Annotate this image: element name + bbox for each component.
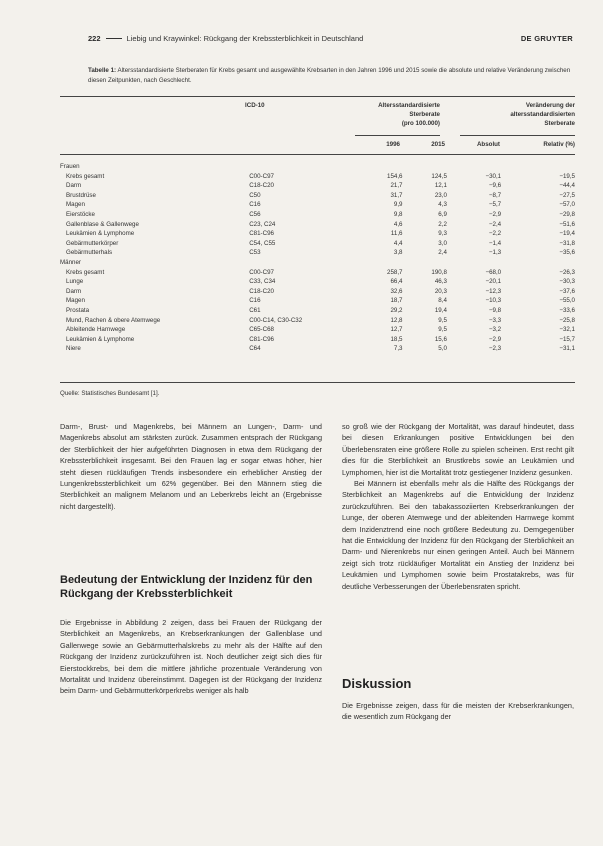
cell-icd: C18-C20 — [249, 287, 274, 295]
cell-2015: 190,8 — [431, 268, 447, 276]
cell-2015 — [402, 258, 446, 268]
cell-label: Brustdrüse — [66, 191, 96, 199]
cell-relative: −26,3 — [559, 268, 575, 276]
left-column-para-1 — [60, 421, 322, 512]
header-relative: Relativ (%) — [543, 141, 575, 148]
cell-2015: 9,5 — [438, 316, 447, 324]
header-rate-line1: Altersstandardisierte — [378, 102, 440, 109]
table-row — [60, 172, 575, 182]
paragraph: Bei Männern ist ebenfalls mehr als die Hälfte des Rückgangs der Sterblichkeit an Magenkrebs auf die Entwicklung der Inzidenz zurückzuführen. Bei den tabakassoziierten Krebserkrankungen der Lunge, der oberen Atemwege und der ableitenden Harnwege kommt dem Inzidenztrend eine noch größere Bedeutung zu. Demgegenüber hat die Entwicklung der Inzidenz für den Rückgang der Sterblichkeit an Darm- und Nierenkrebs nur einen geringen Anteil. Auch bei Männern zeigt sich trotz rückläufiger Mortalität ein Anstieg der Inzidenz bei Leukämien und Lymphomen sowie beim Prostatakrebs, was für deutliche Verbesserungen der Überlebensraten spricht. — [342, 479, 574, 591]
header-icd: ICD-10 — [245, 102, 265, 109]
cell-1996: 154,6 — [387, 172, 403, 180]
cell-icd: C56 — [249, 210, 261, 218]
cell-label: Gallenblase & Gallenwege — [66, 220, 139, 228]
cell-1996: 12,7 — [390, 326, 403, 334]
table-row — [60, 181, 575, 191]
table-caption — [88, 66, 574, 86]
cell-absolute: −9,8 — [488, 306, 502, 314]
table-row — [60, 200, 575, 210]
cell-absolute: −1,4 — [488, 239, 502, 247]
cell-label: Eierstöcke — [66, 210, 95, 218]
header-change-line3: Sterberate — [544, 120, 575, 127]
cell-relative: −19,4 — [559, 230, 575, 238]
cell-relative — [501, 258, 575, 268]
section-heading-text: Bedeutung der Entwicklung der Inzidenz für den Rückgang der Krebssterblichkeit — [60, 574, 313, 600]
cell-1996: 31,7 — [390, 191, 403, 199]
table-row — [60, 210, 575, 220]
cell-absolute: −1,3 — [488, 249, 502, 257]
cell-2015: 6,9 — [438, 210, 447, 218]
cell-1996: 258,7 — [387, 268, 403, 276]
cell-relative: −57,0 — [559, 201, 575, 209]
cell-icd — [249, 162, 368, 172]
cell-absolute: −2,9 — [488, 210, 502, 218]
right-column — [342, 421, 574, 592]
rate-group-rule — [355, 135, 440, 136]
cell-icd: C16 — [249, 201, 261, 209]
cell-label: Prostata — [66, 306, 90, 314]
cell-absolute: −2,2 — [488, 230, 502, 238]
cell-icd: C33, C34 — [249, 278, 276, 286]
cell-icd — [249, 258, 368, 268]
cell-relative: −51,6 — [559, 220, 575, 228]
table-row — [60, 325, 575, 335]
cell-2015: 5,0 — [438, 345, 447, 353]
table-caption-label: Tabelle 1: — [88, 67, 117, 74]
header-absolute: Absolut — [476, 141, 500, 148]
cell-relative — [501, 162, 575, 172]
paragraph: Die Ergebnisse zeigen, dass für die meisten der Krebserkrankungen, die wesentlich zum Rückgang der — [342, 701, 574, 722]
cell-label: Frauen — [60, 163, 80, 170]
cell-relative: −29,8 — [559, 210, 575, 218]
table-group-row — [60, 258, 575, 268]
cell-label: Männer — [60, 258, 81, 266]
change-group-rule — [460, 135, 575, 136]
table-source: Quelle: Statistisches Bundesamt [1]. — [60, 390, 160, 397]
cell-relative: −33,6 — [559, 306, 575, 314]
cell-2015: 4,3 — [438, 201, 447, 209]
cell-absolute: −20,1 — [485, 278, 502, 286]
section-heading-text: Diskussion — [342, 676, 412, 691]
cell-relative: −25,8 — [559, 316, 575, 324]
header-change-line2: altersstandardisierten — [510, 111, 575, 118]
cell-absolute: −3,3 — [488, 316, 502, 324]
cell-absolute — [447, 162, 501, 172]
cell-relative: −30,3 — [559, 278, 575, 286]
table-bottom-rule — [60, 382, 575, 383]
cell-icd: C16 — [249, 297, 261, 305]
cell-1996: 66,4 — [390, 278, 403, 286]
cell-1996 — [368, 258, 403, 268]
paragraph: Darm-, Brust- und Magenkrebs, bei Männern an Lungen-, Darm- und Magenkrebs absolut am stärksten zurück. Zusammen entsprach der Rückgang der Sterblichkeit der hier aufgeführten Diagnosen in etwa dem Rückgang der Krebssterblichkeit insgesamt. Bei den Frauen lag er sogar etwas höher, hier steht diesen rückläufigen Trends insbesondere ein erheblicher Anstieg der Lungenkrebssterblichkeit um 62% gegenüber. Bei den Männern stieg die Sterblichkeit an malignem Melanom und an Leberkrebs leicht an (Ergebnisse nicht dargestellt). — [60, 422, 322, 511]
cell-1996: 18,7 — [390, 297, 403, 305]
header-change-group — [460, 101, 575, 128]
header-year-2015: 2015 — [431, 141, 445, 148]
paragraph: Die Ergebnisse in Abbildung 2 zeigen, dass bei Frauen der Rückgang der Sterblichkeit an Magenkrebs, an Krebserkrankungen der Gallenblase und Gallenwege sowie an Gebärmutterhalskrebs zu mehr als der Hälfte auf den Rückgang der Inzidenz zurückzuführen ist. Noch deutlicher zeigt sich dies für Eierstockkrebs, bei dem die mittlere jährliche prozentuale Veränderung von Mortalität und Inzidenz übereinstimmt. Dagegen ist der Rückgang der Inzidenz beim Darm- und Gebärmutterkörperkrebs weniger als halb — [60, 618, 322, 696]
header-rate-group — [355, 101, 440, 128]
cell-absolute: −12,3 — [485, 287, 502, 295]
cell-icd: C00-C14, C30-C32 — [249, 316, 303, 324]
cell-2015 — [402, 162, 446, 172]
cell-absolute: −5,7 — [488, 201, 502, 209]
cell-label: Krebs gesamt — [66, 268, 105, 276]
cell-icd: C61 — [249, 306, 261, 314]
cell-1996: 12,8 — [390, 316, 403, 324]
cell-relative: −44,4 — [559, 182, 575, 190]
cell-absolute: −3,2 — [488, 326, 502, 334]
table-row — [60, 248, 575, 258]
cell-absolute: −9,6 — [488, 182, 502, 190]
cell-label: Gebärmutterkörper — [66, 239, 119, 247]
cell-relative: −27,5 — [559, 191, 575, 199]
cell-1996: 4,4 — [393, 239, 403, 247]
cell-2015: 20,3 — [434, 287, 447, 295]
cell-relative: −32,1 — [559, 326, 575, 334]
table-caption-text: Altersstandardisierte Sterberaten für Krebs gesamt und ausgewählte Krebsarten in den Jahren 1996 und 2015 sowie die absolute und relative Veränderung zwischen diesen Zeitpunkten, nach Geschlecht. — [88, 67, 571, 84]
cell-icd: C18-C20 — [249, 182, 274, 190]
cell-2015: 3,0 — [438, 239, 447, 247]
cell-relative: −19,5 — [559, 172, 575, 180]
cell-2015: 9,3 — [438, 230, 447, 238]
cell-2015: 46,3 — [434, 278, 447, 286]
table-row — [60, 316, 575, 326]
cell-1996: 21,7 — [390, 182, 403, 190]
table-body — [60, 162, 575, 354]
page-number: 222 — [88, 33, 101, 43]
cell-1996: 29,2 — [390, 306, 403, 314]
publisher-brand: DE GRUYTER — [520, 33, 573, 43]
header-rate-line3: (pro 100.000) — [401, 120, 440, 127]
header-dash — [106, 38, 122, 39]
table-row — [60, 220, 575, 230]
running-header — [88, 31, 573, 45]
cell-absolute: −68,0 — [485, 268, 502, 276]
cell-icd: C00-C97 — [249, 268, 274, 276]
paragraph: so groß wie der Rückgang der Mortalität, was darauf hindeutet, dass bei diesen Erkrankungen positive Entwicklungen bei den Überlebensraten eine größere Rolle zu spielen scheinen. Erst recht gilt dies für die Sterblichkeit an Brustkrebs sowie an Leukämien und Lymphomen, hier ist die Mortalität trotz gestiegener Inzidenz gesunken. — [342, 422, 574, 477]
cell-2015: 124,5 — [431, 172, 447, 180]
cell-label: Magen — [66, 201, 85, 209]
cell-1996: 3,8 — [393, 249, 403, 257]
cell-absolute: −10,3 — [485, 297, 502, 305]
cell-1996 — [368, 162, 403, 172]
cell-label: Darm — [66, 287, 82, 295]
cell-1996: 9,8 — [393, 210, 403, 218]
running-title: Liebig und Kraywinkel: Rückgang der Krebssterblichkeit in Deutschland — [126, 33, 364, 43]
cell-2015: 12,1 — [434, 182, 447, 190]
header-year-1996: 1996 — [386, 141, 400, 148]
cell-icd: C81-C96 — [249, 230, 274, 238]
cell-relative: −55,0 — [559, 297, 575, 305]
right-column-para-3 — [342, 700, 574, 723]
cell-icd: C23, C24 — [249, 220, 276, 228]
cell-label: Krebs gesamt — [66, 172, 105, 180]
cell-absolute: −30,1 — [485, 172, 502, 180]
section-heading-inzidenz — [60, 573, 322, 601]
cell-1996: 11,6 — [390, 230, 403, 238]
cell-icd: C65-C68 — [249, 326, 274, 334]
header-rate-line2: Sterberate — [409, 111, 440, 118]
cell-2015: 2,2 — [438, 220, 447, 228]
cell-icd: C00-C97 — [249, 172, 274, 180]
cell-relative: −31,8 — [559, 239, 575, 247]
table-row — [60, 277, 575, 287]
table-row — [60, 229, 575, 239]
cell-absolute: −8,7 — [488, 191, 502, 199]
table-top-rule — [60, 96, 575, 97]
cell-relative: −15,7 — [559, 335, 575, 343]
cell-label: Lunge — [66, 278, 84, 286]
cell-label: Ableitende Harnwege — [66, 326, 126, 334]
table-row — [60, 268, 575, 278]
cell-icd: C81-C96 — [249, 335, 274, 343]
cell-1996: 9,9 — [393, 201, 403, 209]
cell-2015: 2,4 — [438, 249, 447, 257]
cell-icd: C53 — [249, 249, 261, 257]
cell-2015: 8,4 — [438, 297, 447, 305]
table-row — [60, 344, 575, 354]
cell-label: Gebärmutterhals — [66, 249, 113, 257]
table-row — [60, 296, 575, 306]
left-column-para-2 — [60, 617, 322, 697]
cell-1996: 32,6 — [390, 287, 403, 295]
header-change-line1: Veränderung der — [525, 102, 575, 109]
cell-2015: 15,6 — [434, 335, 447, 343]
cell-label: Leukämien & Lymphome — [66, 230, 135, 238]
cell-relative: −37,6 — [559, 287, 575, 295]
cell-label: Niere — [66, 345, 81, 353]
table-row — [60, 239, 575, 249]
cell-2015: 23,0 — [434, 191, 447, 199]
table-row — [60, 191, 575, 201]
section-heading-diskussion — [342, 676, 574, 692]
cell-icd: C50 — [249, 191, 261, 199]
table-row — [60, 287, 575, 297]
table-row — [60, 335, 575, 345]
cell-2015: 19,4 — [434, 306, 447, 314]
cell-icd: C54, C55 — [249, 239, 276, 247]
cell-relative: −35,6 — [559, 249, 575, 257]
cell-label: Darm — [66, 182, 82, 190]
cell-absolute: −2,9 — [488, 335, 502, 343]
table-group-row — [60, 162, 575, 172]
cell-label: Mund, Rachen & obere Atemwege — [66, 316, 161, 324]
cell-icd: C64 — [249, 345, 261, 353]
header-bottom-rule — [60, 154, 575, 155]
cell-relative: −31,1 — [559, 345, 575, 353]
cell-1996: 4,6 — [393, 220, 403, 228]
cell-absolute: −2,4 — [488, 220, 502, 228]
table-row — [60, 306, 575, 316]
cell-1996: 7,3 — [393, 345, 403, 353]
cell-label: Leukämien & Lymphome — [66, 335, 135, 343]
cell-absolute: −2,3 — [488, 345, 502, 353]
cell-absolute — [447, 258, 501, 268]
cell-1996: 18,5 — [390, 335, 403, 343]
cell-2015: 9,5 — [438, 326, 447, 334]
cell-label: Magen — [66, 297, 85, 305]
